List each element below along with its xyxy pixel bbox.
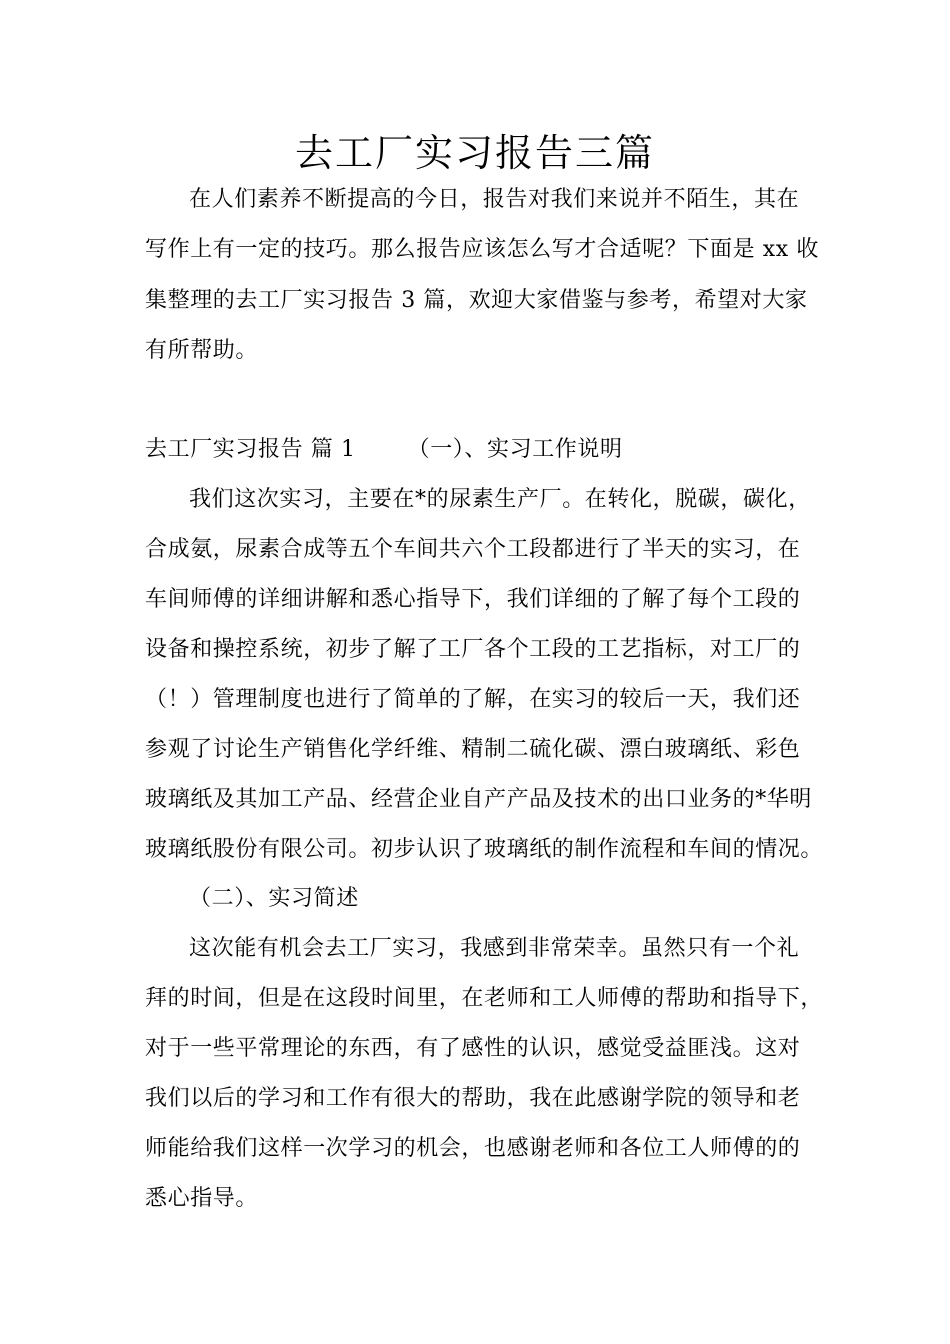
- para2-line: 我们以后的学习和工作有很大的帮助，我在此感谢学院的领导和老: [145, 1086, 801, 1111]
- intro-line: 集整理的去工厂实习报告 3 篇，欢迎大家借鉴与参考，希望对大家: [145, 288, 808, 313]
- para1-line: 车间师傅的详细讲解和悉心指导下，我们详细的了解了每个工段的: [145, 587, 801, 612]
- para1-line: （！）管理制度也进行了简单的了解，在实习的较后一天，我们还: [145, 687, 801, 712]
- para2-line: 拜的时间，但是在这段时间里，在老师和工人师傅的帮助和指导下，: [145, 986, 824, 1011]
- para2-line: 对于一些平常理论的东西，有了感性的认识，感觉受益匪浅。这对: [145, 1036, 801, 1061]
- para2-line: 这次能有机会去工厂实习，我感到非常荣幸。虽然只有一个礼: [189, 936, 800, 961]
- section-heading-line: [145, 435, 815, 465]
- section2-subheading: （二）、实习简述: [189, 886, 359, 911]
- section1-subheading: （一）、实习工作说明: [407, 437, 623, 462]
- intro-line: 在人们素养不断提高的今日，报告对我们来说并不陌生，其在: [189, 187, 800, 212]
- para1-line: 玻璃纸股份有限公司。初步认识了玻璃纸的制作流程和车间的情况。: [145, 837, 824, 862]
- para1-line: 参观了讨论生产销售化学纤维、精制二硫化碳、漂白玻璃纸、彩色: [145, 737, 801, 762]
- intro-line: 写作上有一定的技巧。那么报告应该怎么写才合适呢？下面是 xx 收: [145, 237, 820, 262]
- section1-heading: 去工厂实习报告 篇 1: [145, 437, 356, 462]
- para1-line: 玻璃纸及其加工产品、经营企业自产产品及技术的出口业务的*华明: [145, 787, 813, 812]
- document-title: 去工厂实习报告三篇: [294, 131, 655, 175]
- para2-line: 师能给我们这样一次学习的机会，也感谢老师和各位工人师傅的的: [145, 1136, 801, 1161]
- para1-line: 设备和操控系统，初步了解了工厂各个工段的工艺指标，对工厂的: [145, 637, 801, 662]
- para2-line: 悉心指导。: [145, 1186, 259, 1211]
- intro-line: 有所帮助。: [145, 338, 259, 363]
- para1-line: 合成氨，尿素合成等五个车间共六个工段都进行了半天的实习，在: [145, 537, 801, 562]
- para1-line: 我们这次实习，主要在*的尿素生产厂。在转化，脱碳，碳化，: [189, 487, 811, 512]
